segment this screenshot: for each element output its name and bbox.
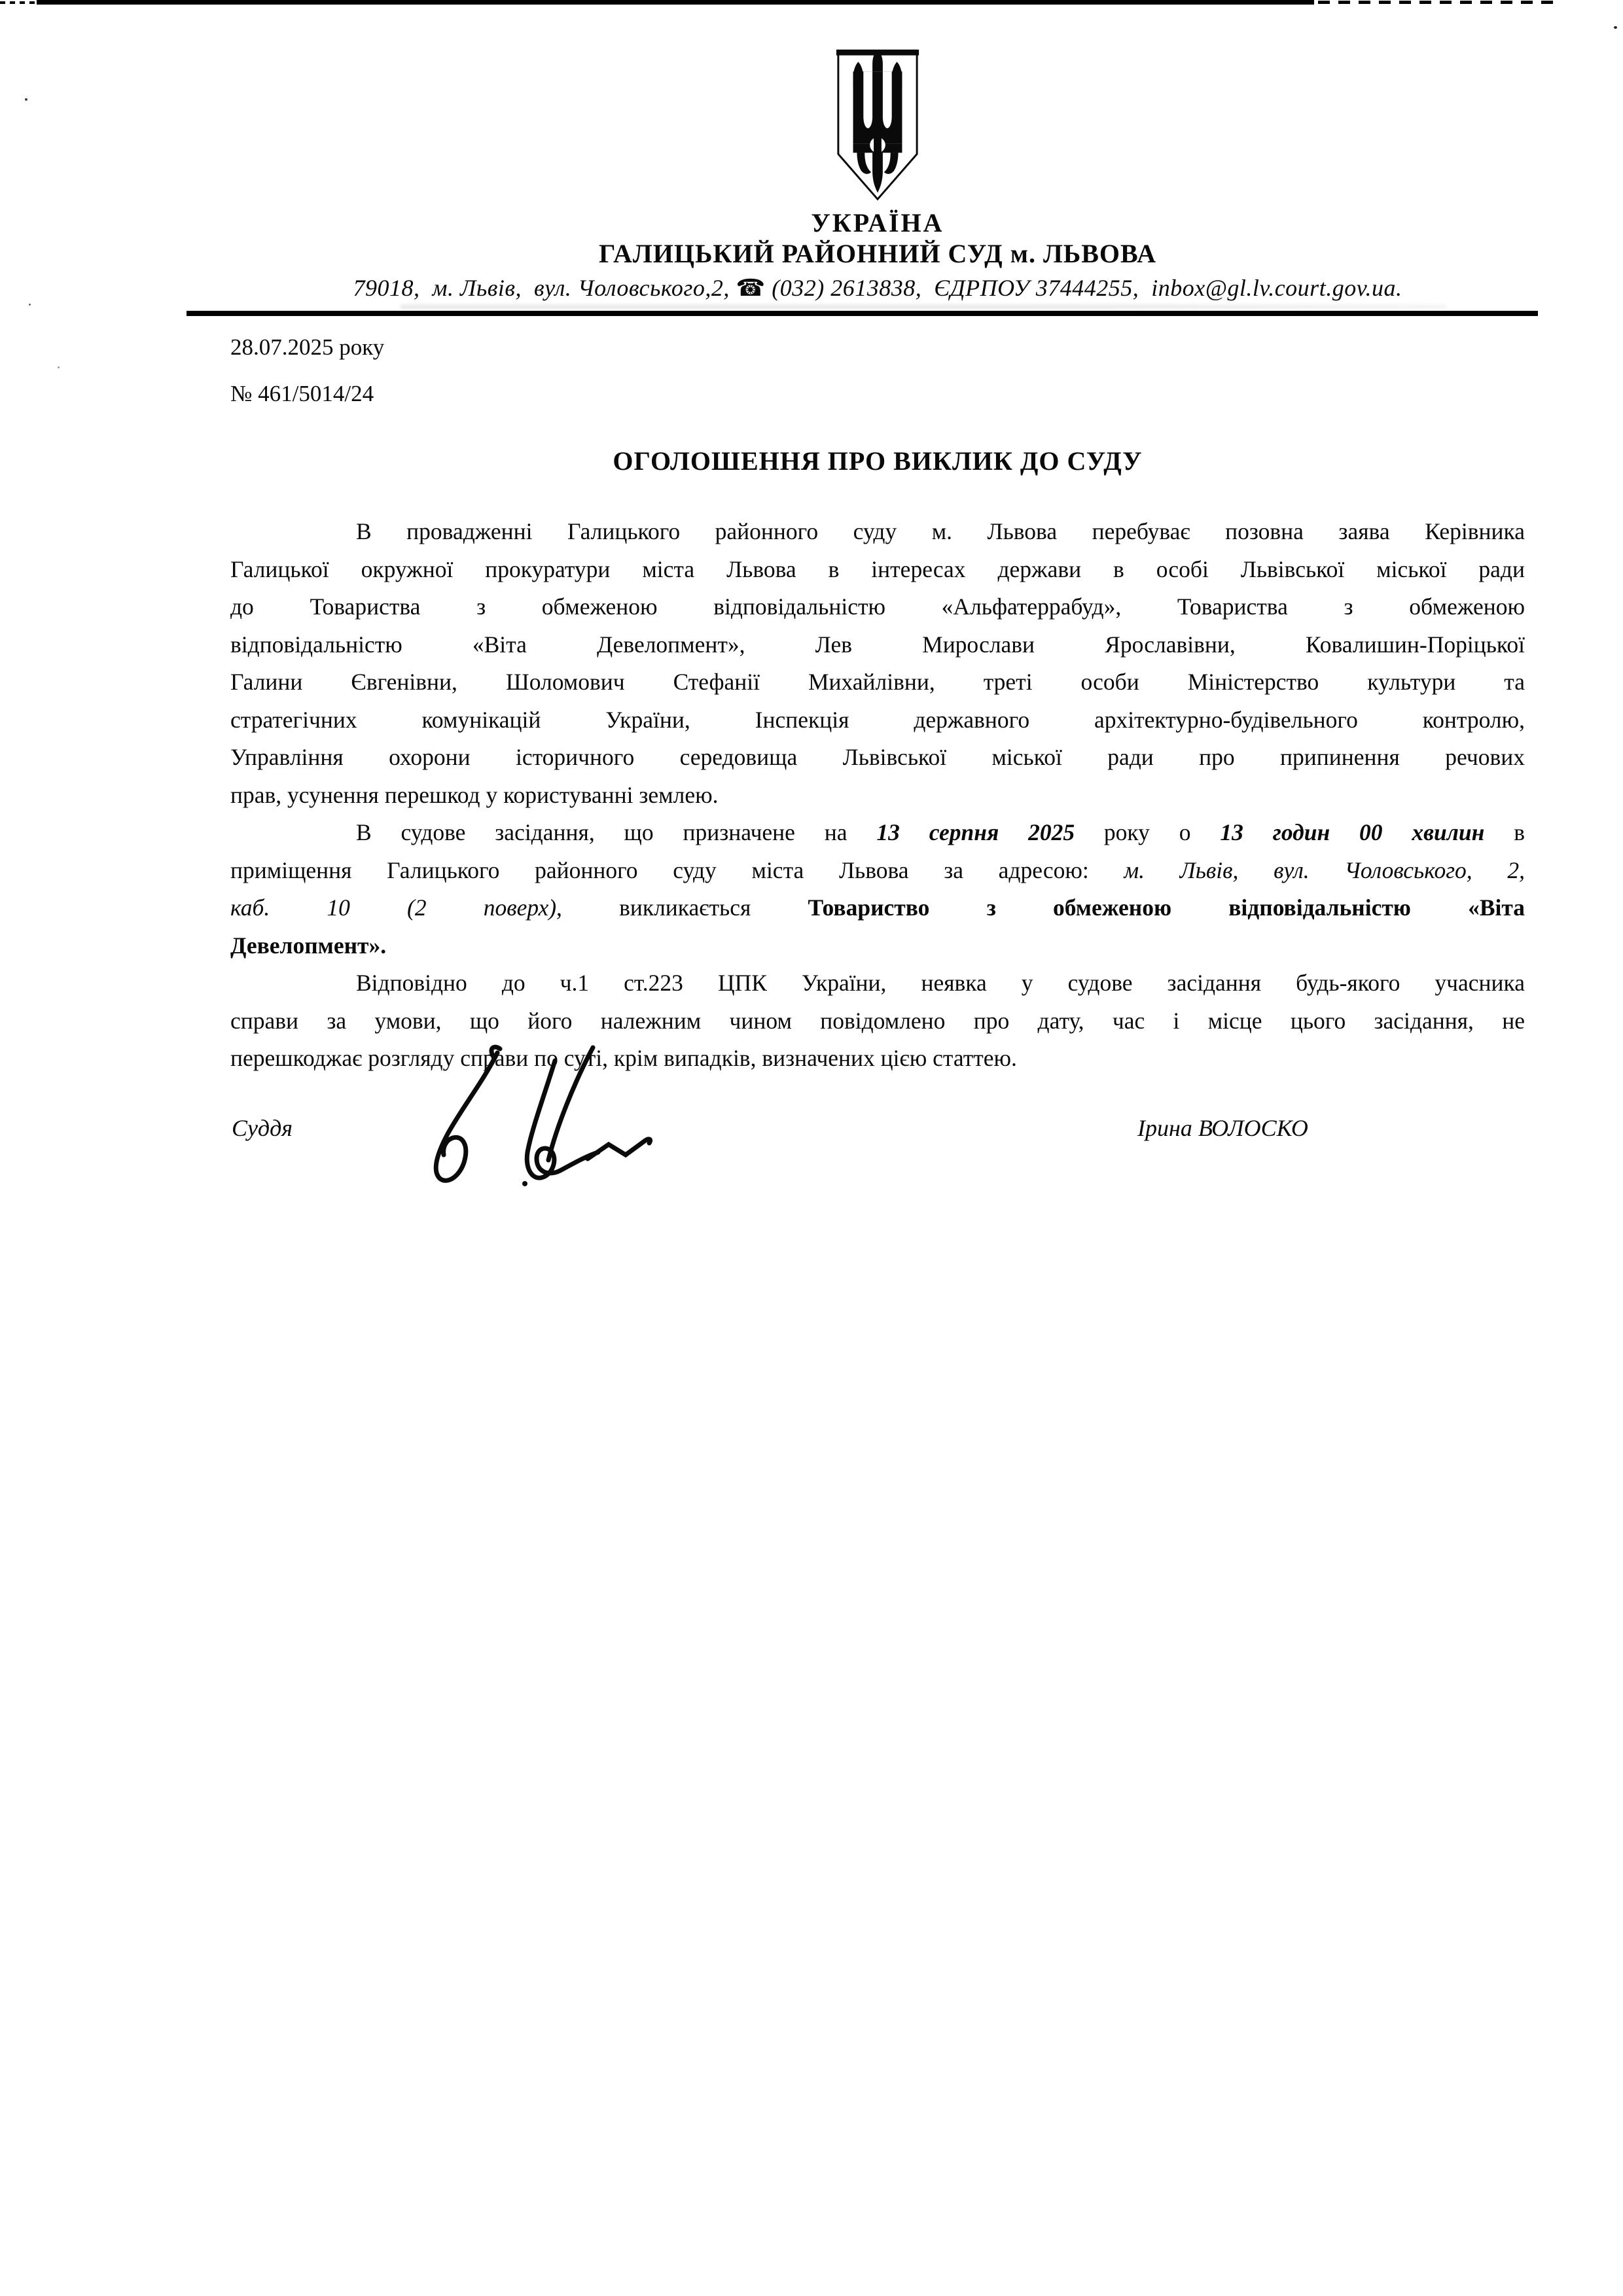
text-line [230, 626, 1525, 664]
text-segment: 13 годин 00 хвилин [1220, 819, 1485, 846]
ukraine-trident-icon [832, 47, 923, 209]
document-body [230, 513, 1525, 1078]
paragraph-2 [230, 814, 1525, 964]
text-segment: приміщення Галицького районного суду міста Львова за адресою: [230, 857, 1124, 883]
text-line [230, 551, 1525, 589]
court-address-line [230, 274, 1525, 302]
scan-artifact [1318, 1, 1561, 4]
scan-artifact [0, 1, 37, 4]
scan-artifact [37, 0, 1314, 5]
text-segment: В судове засідання, що призначене на [356, 819, 877, 846]
text-segment: В провадженні Галицького районного суду м. Львова перебуває позовна заява Керівника [356, 518, 1525, 545]
text-segment: Галини Євгенівни, Шоломович Стефанії Михайлівни, треті особи Міністерство культури та [230, 669, 1525, 696]
address-part2: (032) 2613838, ЄДРПОУ 37444255, inbox@gl.lv.court.gov.ua. [765, 275, 1402, 302]
text-segment: Девелопмент». [230, 932, 387, 959]
letterhead-rule [187, 311, 1538, 316]
text-segment: відповідальністю «Віта Девелопмент», Лев Мирослави Ярославівни, Ковалишин-Поріцької [230, 631, 1525, 658]
judge-label: Суддя [232, 1114, 293, 1141]
scan-ghost-line [401, 304, 1446, 309]
judge-signature [385, 1042, 666, 1193]
paragraph-1 [230, 513, 1525, 814]
text-line [230, 777, 1525, 815]
text-segment: 13 серпня 2025 [876, 819, 1075, 846]
court-name: ГАЛИЦЬКИЙ РАЙОННИЙ СУД м. ЛЬВОВА [598, 239, 1157, 268]
document-title: ОГОЛОШЕННЯ ПРО ВИКЛИК ДО СУДУ [613, 446, 1143, 476]
text-segment: каб. 10 (2 поверх) [230, 894, 557, 921]
text-line [230, 663, 1525, 701]
text-segment: м. Львів, вул. Чоловського, 2, [1124, 857, 1525, 883]
ukraine-trident-emblem [230, 47, 1525, 209]
signature-block [230, 1088, 1525, 1258]
text-line [230, 1002, 1525, 1040]
text-line [230, 814, 1525, 852]
text-line [230, 513, 1525, 551]
text-segment: в [1484, 819, 1525, 846]
judge-name: Ірина ВОЛОСКО [1137, 1114, 1308, 1141]
telephone-icon: ☎ [736, 275, 766, 302]
text-line [230, 964, 1525, 1002]
text-segment: Товариство з обмеженою відповідальністю «Віта [808, 894, 1525, 921]
scan-speck [25, 98, 27, 101]
address-part1: 79018, м. Львів, вул. Чоловського,2, [353, 275, 736, 302]
text-segment: справи за умови, що його належним чином повідомлено про дату, час і місце цього засідання, не [230, 1007, 1525, 1034]
text-segment: Галицької окружної прокуратури міста Львова в інтересах держави в особі Львівської міської ради [230, 556, 1525, 582]
text-segment: стратегічних комунікацій України, Інспекція державного архітектурно-будівельного контролю, [230, 706, 1525, 733]
case-number: № 461/5014/24 [230, 381, 374, 407]
text-segment: Відповідно до ч.1 ст.223 ЦПК України, неявка у судове засідання будь-якого учасника [356, 970, 1525, 997]
text-segment: до Товариства з обмеженою відповідальністю «Альфатеррабуд», Товариства з обмеженою [230, 593, 1525, 620]
text-segment: перешкоджає розгляду справи по суті, крім випадків, визначених цією статтею. [230, 1045, 1017, 1072]
scan-speck [29, 304, 31, 306]
scan-speck [58, 366, 60, 368]
text-line [230, 739, 1525, 777]
document-date: 28.07.2025 року [230, 334, 385, 361]
country-name: УКРАЇНА [811, 208, 944, 238]
letterhead [230, 47, 1525, 302]
text-line [230, 588, 1525, 626]
scan-speck [1614, 26, 1617, 29]
text-line [230, 852, 1525, 890]
text-line [230, 927, 1525, 965]
text-segment: року о [1075, 819, 1221, 846]
text-segment: прав, усунення перешкод у користуванні землею. [230, 781, 719, 808]
text-segment: Управління охорони історичного середовища Львівської міської ради про припинення речових [230, 744, 1525, 771]
text-line [230, 889, 1525, 927]
text-line [230, 701, 1525, 739]
text-segment: , викликається [556, 894, 808, 921]
